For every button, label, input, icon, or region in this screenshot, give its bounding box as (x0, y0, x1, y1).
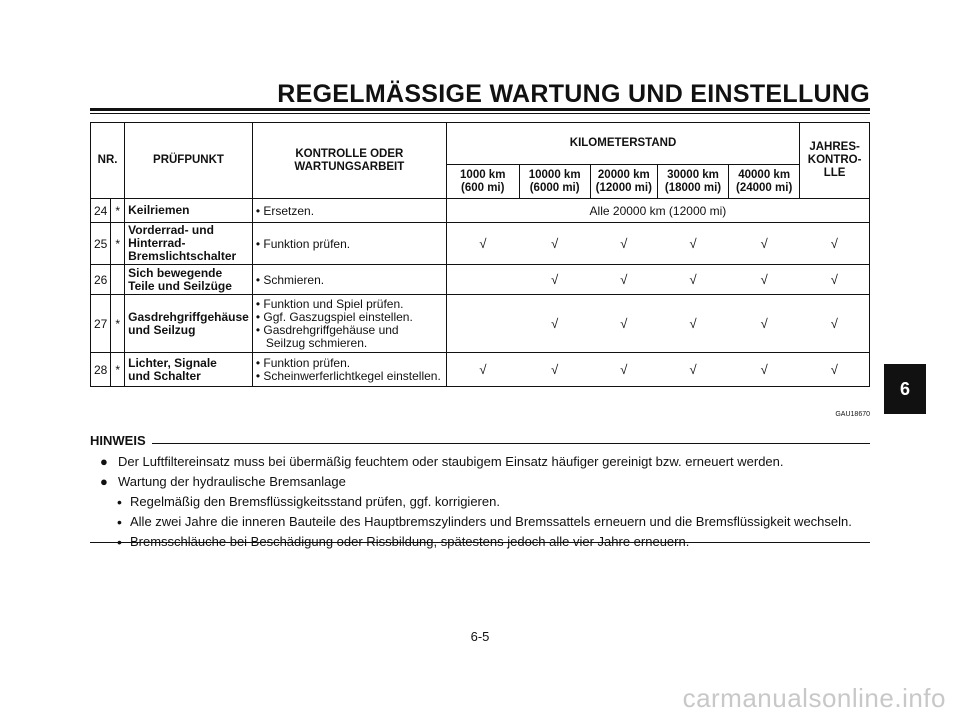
work-line: • Scheinwerferlichtkegel einstellen. (255, 368, 441, 383)
check-mark: √ (590, 353, 657, 387)
page-title: REGELMÄSSIGE WARTUNG UND EINSTELLUNG (277, 80, 870, 108)
item-line: Keilriemen (128, 203, 190, 217)
check-mark: √ (519, 265, 590, 295)
note-item: ● Der Luftfiltereinsatz muss bei übermäßig feuchtem oder staubigem Einsatz häufiger gereinigt bzw. erneuert werden. (100, 452, 890, 472)
check-mark: √ (729, 353, 800, 387)
check-mark: √ (519, 295, 590, 353)
interval-km: 10000 km (528, 168, 581, 181)
check-mark: √ (590, 265, 657, 295)
header-jahres (800, 123, 870, 199)
row-nr: 25 (91, 223, 111, 265)
row-work (252, 223, 446, 265)
item-line: Bremslichtschalter (128, 249, 237, 263)
check-mark: √ (590, 223, 657, 265)
page-number: 6-5 (470, 629, 490, 644)
work-line: • Schmieren. (255, 272, 325, 287)
check-mark: √ (800, 353, 870, 387)
header-kontrolle-line2: WARTUNGSARBEIT (294, 160, 405, 173)
row-item (125, 199, 253, 223)
note-subitem: • Regelmäßig den Bremsflüssigkeitsstand prüfen, ggf. korrigieren. (100, 492, 890, 512)
interval-mi: (600 mi) (461, 181, 505, 194)
check-mark: √ (657, 295, 728, 353)
maintenance-table (90, 122, 870, 387)
check-mark: √ (729, 223, 800, 265)
watermark: carmanualsonline.info (682, 683, 946, 713)
check-mark: √ (729, 265, 800, 295)
interval-km: 40000 km (738, 168, 791, 181)
check-mark: √ (446, 353, 519, 387)
item-line: Hinterrad- (128, 236, 186, 250)
header-interval-3 (590, 165, 657, 199)
work-line: • Funktion und Spiel prüfen. (255, 296, 404, 311)
note-subitem: • Alle zwei Jahre die inneren Bauteile des Hauptbremszylinders und Bremssattels erneuern und die Bremsflüssigkeit wechseln. (100, 512, 890, 532)
row-item (125, 295, 253, 353)
header-nr: NR. (91, 123, 125, 199)
check-mark: √ (729, 295, 800, 353)
work-line: • Ggf. Gaszugspiel einstellen. (255, 309, 413, 324)
check-mark: √ (657, 223, 728, 265)
interval-mi: (18000 mi) (664, 181, 722, 194)
item-line: Lichter, Signale (128, 355, 217, 370)
bottom-rule (90, 542, 870, 543)
row-nr: 27 (91, 295, 111, 353)
header-kilometerstand: KILOMETERSTAND (446, 123, 799, 165)
interval-km: 20000 km (597, 168, 650, 181)
check-mark (446, 265, 519, 295)
item-line: Vorderrad- und (128, 223, 214, 237)
document-code: GAU18670 (835, 411, 870, 418)
title-rule-thick (90, 108, 870, 111)
interval-mi: (24000 mi) (736, 181, 793, 194)
row-item (125, 265, 253, 295)
row-work (252, 295, 446, 353)
row-star: * (111, 199, 125, 223)
row-work (252, 265, 446, 295)
table-row (91, 223, 870, 265)
table-row (91, 295, 870, 353)
hinweis-label: HINWEIS (90, 433, 146, 448)
row-work (252, 199, 446, 223)
row-nr: 28 (91, 353, 111, 387)
header-interval-5 (729, 165, 800, 199)
header-kontrolle-line1: KONTROLLE ODER (295, 147, 404, 160)
check-mark: √ (519, 353, 590, 387)
item-line: Sich bewegende (128, 265, 223, 280)
item-line: und Seilzug (128, 322, 196, 337)
header-jahres-line3: LLE (823, 167, 846, 179)
check-mark: √ (590, 295, 657, 353)
header-jahres-line1: JAHRES- (809, 141, 860, 153)
note-item: ● Wartung der hydraulische Bremsanlage (100, 472, 890, 492)
row-item (125, 353, 253, 387)
row-star: * (111, 223, 125, 265)
title-rule-thin (90, 113, 870, 114)
interval-km: 1000 km (460, 168, 506, 181)
item-line: Gasdrehgriffgehäuse (128, 309, 249, 324)
header-interval-1 (446, 165, 519, 199)
check-mark: √ (800, 223, 870, 265)
row-star: * (111, 353, 125, 387)
check-mark: √ (446, 223, 519, 265)
row-item (125, 223, 253, 265)
check-mark: √ (800, 265, 870, 295)
work-line: • Funktion prüfen. (255, 236, 351, 251)
row-star: * (111, 295, 125, 353)
work-line: • Ersetzen. (255, 203, 315, 218)
hinweis-notes (100, 452, 890, 552)
item-line: Teile und Seilzüge (128, 278, 232, 293)
row-interval-span: Alle 20000 km (12000 mi) (446, 199, 869, 223)
row-work (252, 353, 446, 387)
header-jahres-line2: KONTRO- (807, 154, 862, 166)
header-interval-4 (657, 165, 728, 199)
hinweis-rule (152, 443, 870, 444)
chapter-tab: 6 (884, 364, 926, 414)
note-subitem: • Bremsschläuche bei Beschädigung oder Rissbildung, spätestens jedoch alle vier Jahre erneuern. (100, 532, 890, 552)
check-mark: √ (519, 223, 590, 265)
table-row (91, 199, 870, 223)
interval-km: 30000 km (667, 168, 719, 181)
table-row (91, 353, 870, 387)
check-mark: √ (800, 295, 870, 353)
check-mark: √ (657, 265, 728, 295)
check-mark: √ (657, 353, 728, 387)
table-row (91, 265, 870, 295)
work-line: • Gasdrehgriffgehäuse und (255, 322, 399, 337)
row-nr: 24 (91, 199, 111, 223)
header-pruefpunkt: PRÜFPUNKT (125, 123, 253, 199)
work-line: • Funktion prüfen. (255, 355, 351, 370)
header-kontrolle (252, 123, 446, 199)
work-line: Seilzug schmieren. (255, 335, 368, 350)
interval-mi: (6000 mi) (529, 181, 580, 194)
header-interval-2 (519, 165, 590, 199)
check-mark (446, 295, 519, 353)
row-nr: 26 (91, 265, 111, 295)
row-star (111, 265, 125, 295)
interval-mi: (12000 mi) (595, 181, 652, 194)
item-line: und Schalter (128, 368, 201, 383)
